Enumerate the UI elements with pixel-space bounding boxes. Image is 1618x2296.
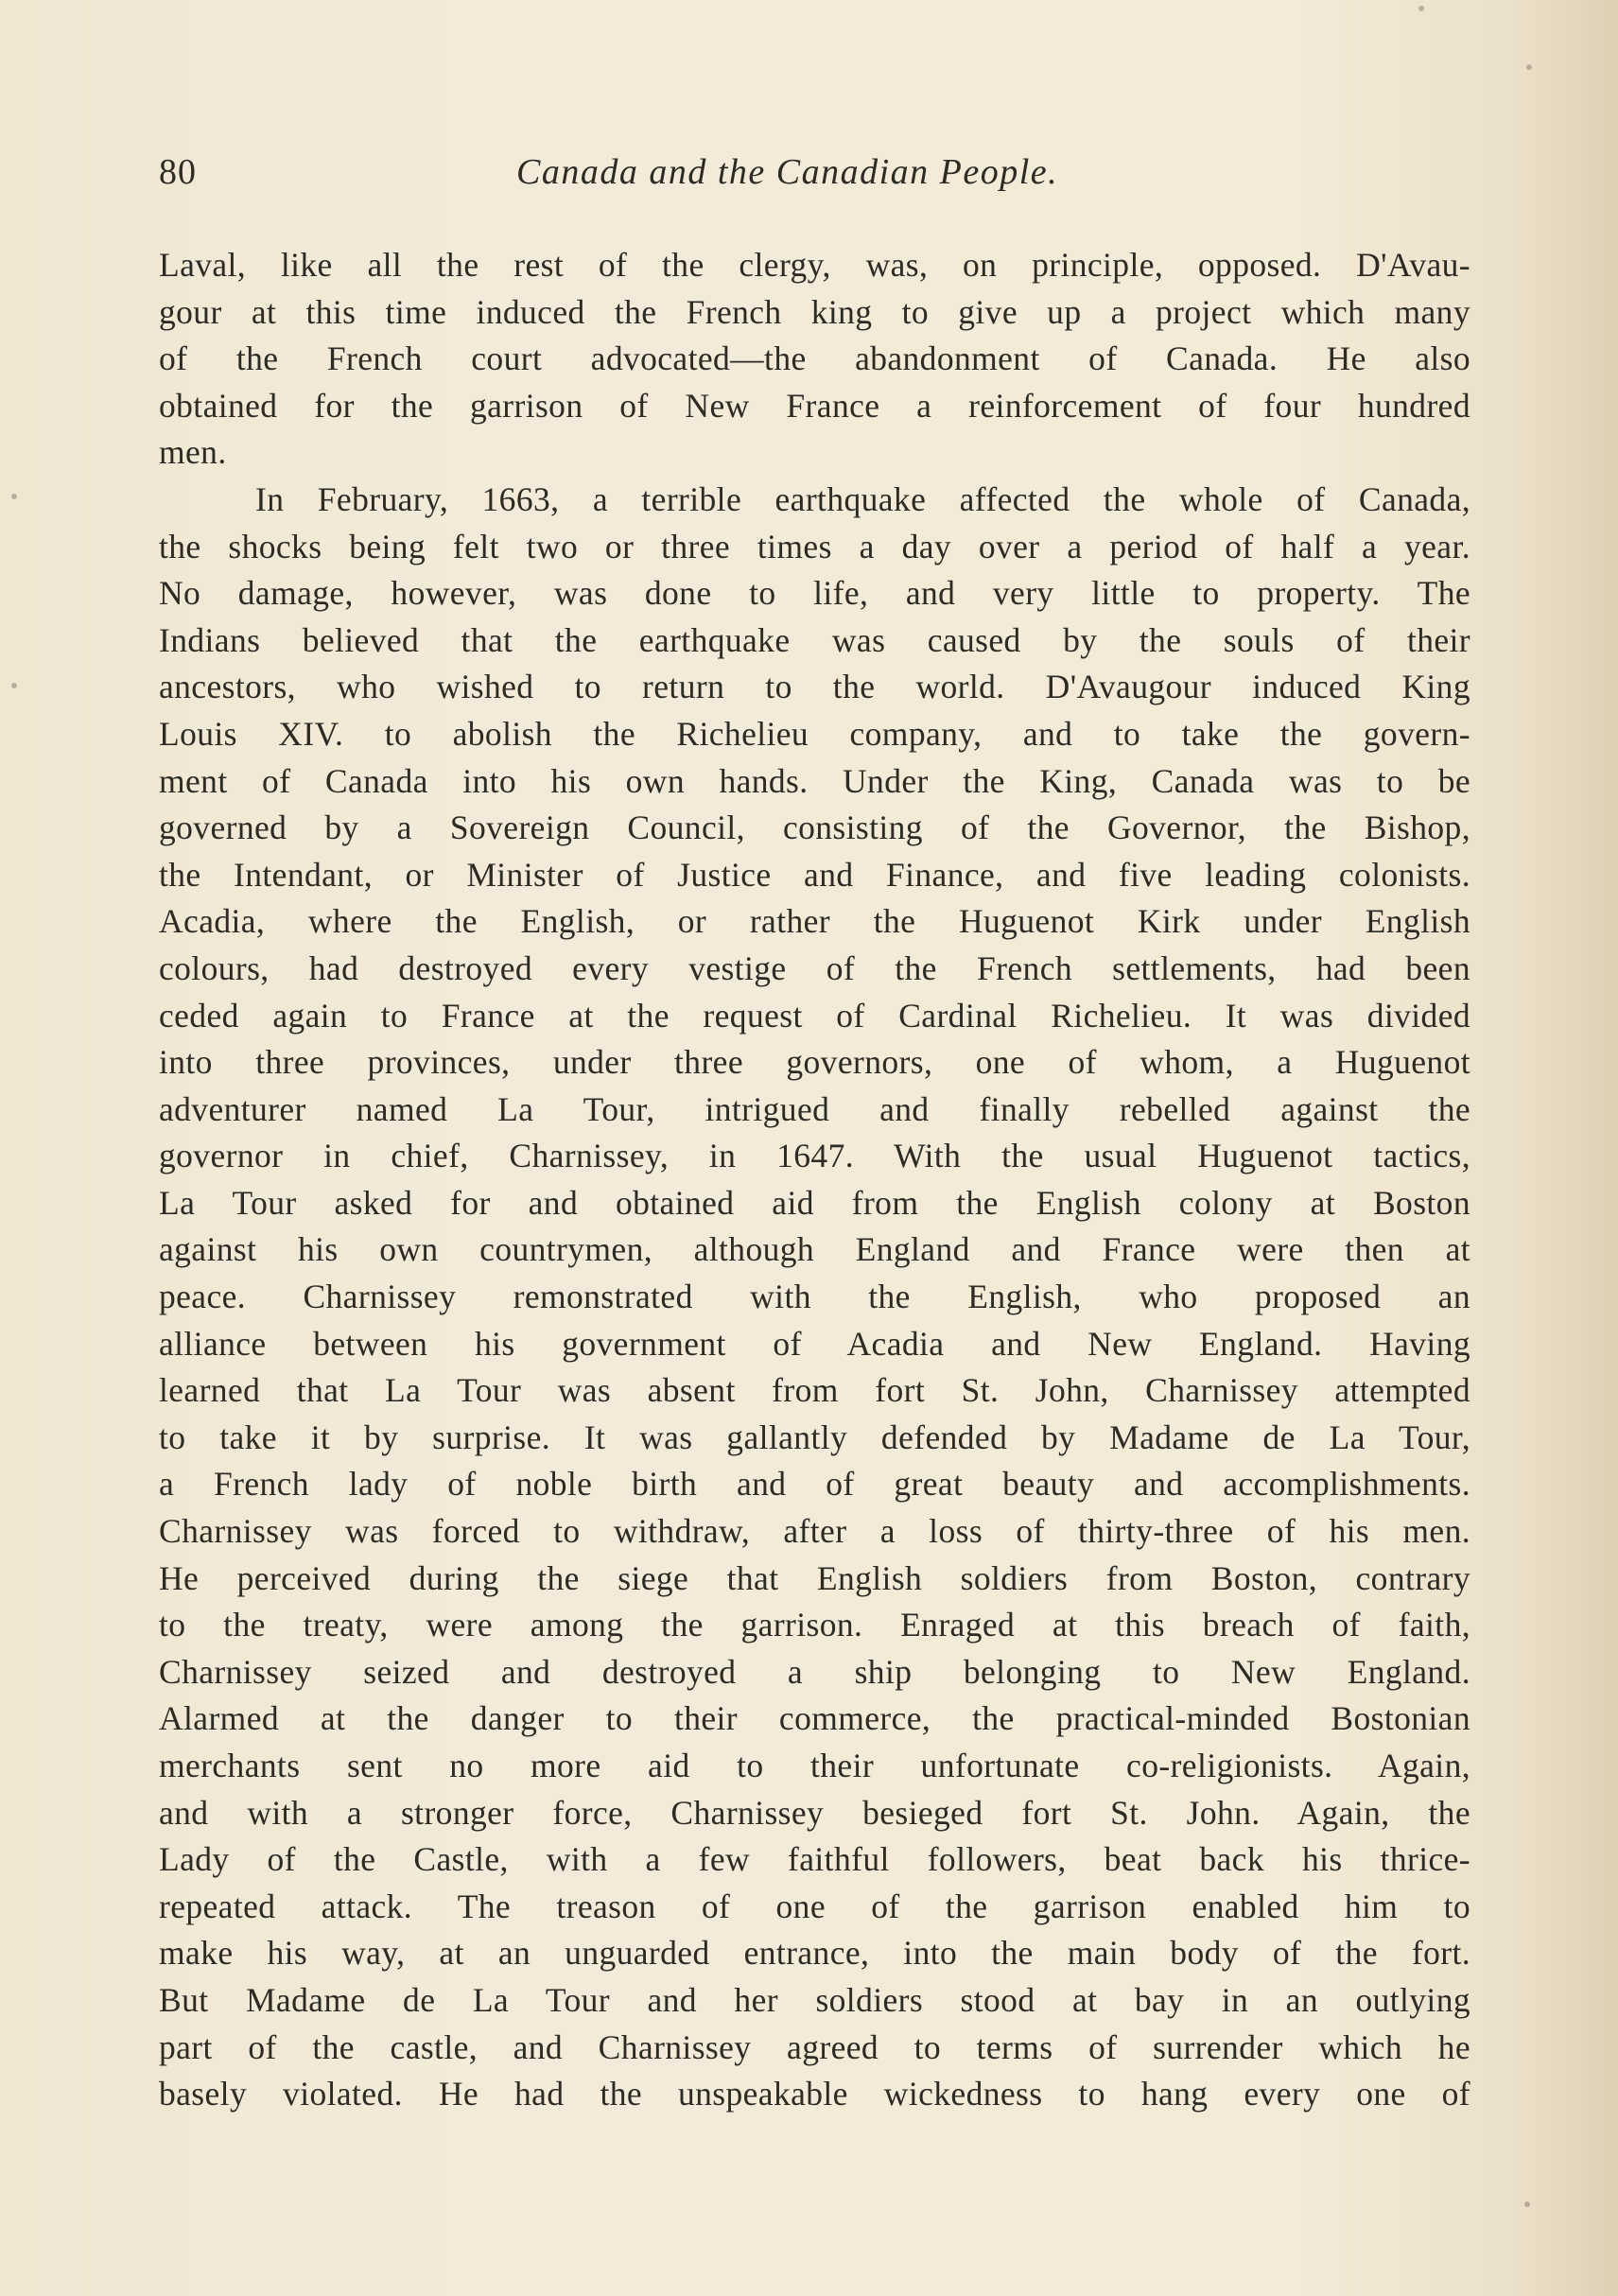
text-line: Charnissey was forced to withdraw, after a loss of thirty-three of his men.: [159, 1512, 1470, 1551]
text-line: ment of Canada into his own hands. Under the King, Canada was to be: [159, 761, 1470, 800]
text-line: Louis XIV. to abolish the Richelieu company, and to take the govern-: [159, 714, 1470, 753]
text-line: basely violated. He had the unspeakable wickedness to hang every one of: [159, 2075, 1470, 2113]
text-line: Alarmed at the danger to their commerce, the practical-minded Bostonian: [159, 1699, 1470, 1738]
paper-speck: [1418, 6, 1424, 11]
paragraph-1: [159, 242, 1470, 477]
paper-speck: [11, 683, 17, 688]
text-line: repeated attack. The treason of one of the garrison enabled him to: [159, 1887, 1470, 1925]
text-line: Acadia, where the English, or rather the Huguenot Kirk under English: [159, 902, 1470, 941]
text-line: against his own countrymen, although England and France were then at: [159, 1230, 1470, 1269]
text-line: ancestors, who wished to return to the world. D'Avaugour induced King: [159, 668, 1470, 706]
text-line: governor in chief, Charnissey, in 1647. With the usual Huguenot tactics,: [159, 1137, 1470, 1175]
text-line: to the treaty, were among the garrison. Enraged at this breach of faith,: [159, 1606, 1470, 1644]
paragraph-2: [159, 477, 1470, 2118]
text-line: merchants sent no more aid to their unfortunate co-religionists. Again,: [159, 1747, 1470, 1784]
text-line: learned that La Tour was absent from fort St. John, Charnissey attempted: [159, 1371, 1470, 1410]
text-line: colours, had destroyed every vestige of the French settlements, had been: [159, 948, 1470, 987]
text-line: the shocks being felt two or three times a day over a period of half a year.: [159, 527, 1470, 565]
text-line: La Tour asked for and obtained aid from the English colony at Boston: [159, 1183, 1470, 1222]
text-line: ceded again to France at the request of Cardinal Richelieu. It was divided: [159, 996, 1470, 1035]
page-header: [159, 151, 1473, 208]
text-line: Laval, like all the rest of the clergy, was, on principle, opposed. D'Avau-: [159, 246, 1470, 284]
text-line: gour at this time induced the French king to give up a project which many: [159, 292, 1470, 331]
paper-speck: [1524, 2201, 1530, 2207]
text-line: In February, 1663, a terrible earthquake affected the whole of Canada,: [255, 479, 1470, 518]
text-line: a French lady of noble birth and of great beauty and accomplishments.: [159, 1465, 1470, 1504]
paper-speck: [1526, 64, 1532, 70]
text-line: into three provinces, under three governors, one of whom, a Huguenot: [159, 1043, 1470, 1082]
running-title: Canada and the Canadian People.: [516, 152, 1059, 192]
body-text: [159, 242, 1470, 2118]
text-line: adventurer named La Tour, intrigued and finally rebelled against the: [159, 1089, 1470, 1128]
text-line: Indians believed that the earthquake was caused by the souls of their: [159, 620, 1470, 659]
text-line: the Intendant, or Minister of Justice and Finance, and five leading colonists.: [159, 855, 1470, 894]
text-line: and with a stronger force, Charnissey besieged fort St. John. Again, the: [159, 1793, 1470, 1832]
text-line: men.: [159, 433, 227, 472]
paper-speck: [11, 494, 17, 499]
text-line: Lady of the Castle, with a few faithful followers, beat back his thrice-: [159, 1840, 1470, 1879]
text-line: No damage, however, was done to life, and very little to property. The: [159, 574, 1470, 613]
text-line: to take it by surprise. It was gallantly defended by Madame de La Tour,: [159, 1418, 1470, 1456]
text-line: Charnissey seized and destroyed a ship belonging to New England.: [159, 1652, 1470, 1691]
text-line: of the French court advocated—the abandonment of Canada. He also: [159, 339, 1470, 378]
page-number: 80: [159, 152, 197, 192]
text-line: alliance between his government of Acadia and New England. Having: [159, 1324, 1470, 1363]
text-line: governed by a Sovereign Council, consisting of the Governor, the Bishop,: [159, 809, 1470, 847]
text-line: obtained for the garrison of New France a reinforcement of four hundred: [159, 386, 1470, 425]
text-line: peace. Charnissey remonstrated with the English, who proposed an: [159, 1278, 1470, 1316]
text-line: But Madame de La Tour and her soldiers stood at bay in an outlying: [159, 1980, 1470, 2019]
text-line: part of the castle, and Charnissey agreed to terms of surrender which he: [159, 2027, 1470, 2066]
text-line: make his way, at an unguarded entrance, into the main body of the fort.: [159, 1934, 1470, 1973]
text-line: He perceived during the siege that English soldiers from Boston, contrary: [159, 1558, 1470, 1597]
